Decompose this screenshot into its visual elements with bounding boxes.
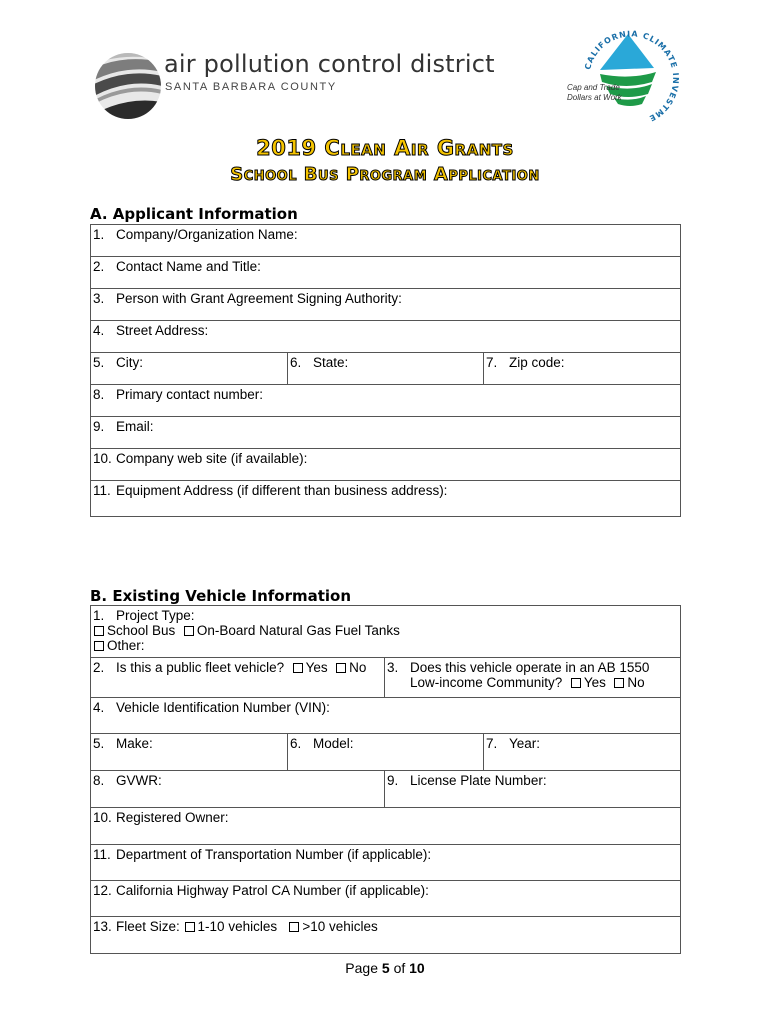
vehicle-info-table	[90, 605, 681, 954]
primary-contact-number-field[interactable]: 8. Primary contact number:	[91, 385, 681, 417]
table-row	[91, 417, 681, 449]
ab1550-cell: 3. Does this vehicle operate in an AB 1550 Low-income Community? Yes No	[385, 658, 681, 698]
public-fleet-cell: 2. Is this a public fleet vehicle? Yes No	[91, 658, 385, 698]
document-title: 2019 Clean Air Grants	[256, 136, 514, 160]
table-row	[91, 658, 681, 698]
model-field[interactable]: 6. Model:	[288, 734, 484, 771]
apcd-logo	[94, 42, 495, 130]
page-number: Page 5 of 10	[345, 960, 425, 976]
table-row	[91, 698, 681, 734]
table-row	[91, 353, 681, 385]
other-checkbox[interactable]	[94, 641, 104, 651]
table-row	[91, 257, 681, 289]
table-row	[91, 771, 681, 808]
state-field[interactable]: 6. State:	[288, 353, 484, 385]
cci-arc-text: CALIFORNIA CLIMATE INVESTME	[583, 29, 681, 124]
chp-number-field[interactable]: 12. California Highway Patrol CA Number (if applicable):	[91, 881, 681, 917]
table-row	[91, 606, 681, 658]
svg-text:CALIFORNIA CLIMATE INVESTMENTS	[560, 20, 680, 123]
public-fleet-no-checkbox[interactable]	[336, 663, 346, 673]
ab1550-no-checkbox[interactable]	[614, 678, 624, 688]
year-field[interactable]: 7. Year:	[484, 734, 681, 771]
fleet-size-small-checkbox[interactable]	[185, 922, 195, 932]
table-row	[91, 481, 681, 517]
public-fleet-yes-checkbox[interactable]	[293, 663, 303, 673]
email-field[interactable]: 9. Email:	[91, 417, 681, 449]
fleet-size-large-checkbox[interactable]	[289, 922, 299, 932]
ab1550-yes-checkbox[interactable]	[571, 678, 581, 688]
project-type-cell: 1. Project Type: School Bus On-Board Natural Gas Fuel Tanks Other:	[91, 606, 681, 658]
section-b-heading: B. Existing Vehicle Information	[90, 587, 352, 605]
document-subtitle: School Bus Program Application	[230, 164, 540, 185]
make-field[interactable]: 5. Make:	[91, 734, 288, 771]
city-field[interactable]: 5. City:	[91, 353, 288, 385]
table-row	[91, 449, 681, 481]
gvwr-field[interactable]: 8. GVWR:	[91, 771, 385, 808]
natural-gas-tanks-checkbox[interactable]	[184, 626, 194, 636]
vin-field[interactable]: 4. Vehicle Identification Number (VIN):	[91, 698, 681, 734]
company-name-field[interactable]: 1. Company/Organization Name:	[91, 225, 681, 257]
applicant-info-table	[90, 224, 681, 517]
table-row	[91, 225, 681, 257]
org-county: SANTA BARBARA COUNTY	[165, 81, 337, 93]
org-name: air pollution control district	[164, 50, 495, 78]
table-row	[91, 917, 681, 954]
cci-logo	[560, 20, 690, 126]
table-row	[91, 881, 681, 917]
fleet-size-cell: 13. Fleet Size: 1-10 vehicles >10 vehicles	[91, 917, 681, 954]
cci-tag-line-2: Dollars at Work	[567, 93, 622, 102]
contact-name-field[interactable]: 2. Contact Name and Title:	[91, 257, 681, 289]
table-row	[91, 808, 681, 845]
registered-owner-field[interactable]: 10. Registered Owner:	[91, 808, 681, 845]
table-row	[91, 321, 681, 353]
cci-tagline	[567, 83, 622, 103]
zip-code-field[interactable]: 7. Zip code:	[484, 353, 681, 385]
section-a-heading: A. Applicant Information	[90, 205, 298, 223]
dot-number-field[interactable]: 11. Department of Transportation Number (if applicable):	[91, 845, 681, 881]
license-plate-field[interactable]: 9. License Plate Number:	[385, 771, 681, 808]
school-bus-checkbox[interactable]	[94, 626, 104, 636]
cci-emblem-icon	[560, 20, 690, 126]
apcd-globe-icon	[94, 42, 162, 130]
table-row	[91, 289, 681, 321]
company-website-field[interactable]: 10. Company web site (if available):	[91, 449, 681, 481]
table-row	[91, 845, 681, 881]
signing-authority-field[interactable]: 3. Person with Grant Agreement Signing Authority:	[91, 289, 681, 321]
table-row	[91, 385, 681, 417]
table-row	[91, 734, 681, 771]
street-address-field[interactable]: 4. Street Address:	[91, 321, 681, 353]
cci-tag-line-1: Cap and Trade	[567, 83, 620, 92]
equipment-address-field[interactable]: 11. Equipment Address (if different than business address):	[91, 481, 681, 517]
